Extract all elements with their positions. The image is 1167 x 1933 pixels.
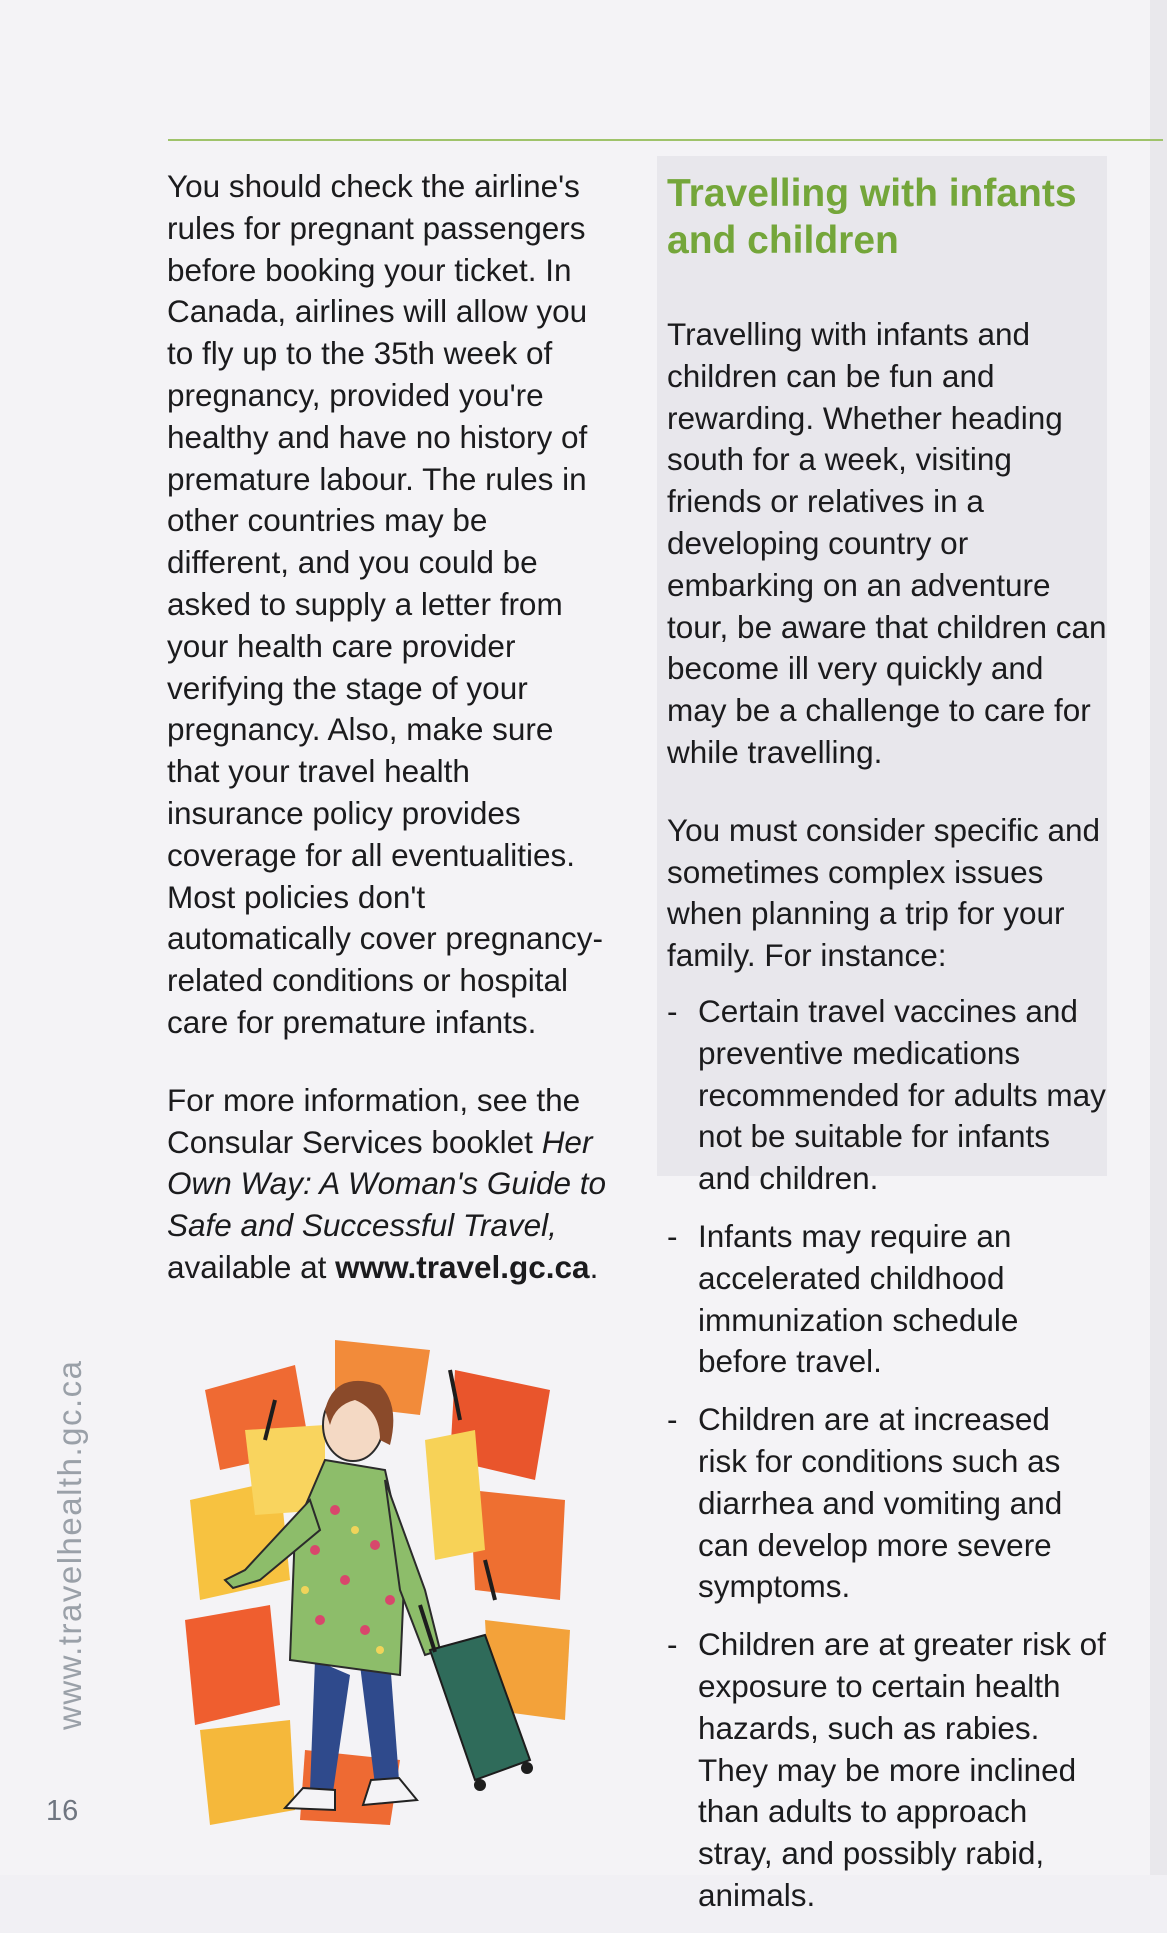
site-url: www.travelhealth.gc.ca <box>51 1359 88 1730</box>
bullet-dash: - <box>667 992 678 1029</box>
more-info-paragraph <box>167 1080 609 1289</box>
bullet-dash: - <box>667 1626 678 1663</box>
bullet-dash: - <box>667 1401 678 1438</box>
bullet-dash: - <box>667 1217 678 1254</box>
right-column <box>667 170 1107 1933</box>
list-item <box>667 1624 1107 1917</box>
list-item <box>667 991 1107 1200</box>
pregnancy-paragraph: You should check the airline's rules for pregnant passengers before booking your ticket. In Canada, airlines will allow you to fly up to the 35th week of pregnancy, provided you're healthy and have no history of premature labour. The rules in other countries may be different, and you could be asked to supply a letter from your health care provider verifying the stage of your pregnancy. Also, make sure that your travel health insurance policy provides coverage for all eventualities. Most policies don't automatically cover pregnancy-related conditions or hospital care for premature infants. <box>167 168 603 1040</box>
list-item-text: Children are at increased risk for conditions such as diarrhea and vomiting and can develop more severe symptoms. <box>698 1401 1063 1605</box>
list-item-text: Children are at greater risk of exposure to certain health hazards, such as rabies. They may be more inclined than adults to approach stray, and possibly rabid, animals. <box>698 1626 1106 1913</box>
more-info-intro: For more information, see the Consular Services booklet <box>167 1081 581 1160</box>
list-item <box>667 1399 1107 1608</box>
left-column <box>167 166 609 1289</box>
page-edge <box>1150 0 1167 1875</box>
considerations-list <box>667 991 1107 1917</box>
list-item-text: Infants may require an accelerated childhood immunization schedule before travel. <box>698 1217 1019 1380</box>
considerations-paragraph: You must consider specific and sometimes complex issues when planning a trip for your family. For instance: <box>667 811 1101 974</box>
more-info-end: . <box>589 1248 599 1285</box>
travel-gc-link[interactable]: www.travel.gc.ca <box>335 1248 590 1285</box>
booklet-title: Her Own Way: A Woman's Guide to Safe and Successful Travel, <box>167 1123 607 1244</box>
intro-paragraph: Travelling with infants and children can be fun and rewarding. Whether heading south for a week, visiting friends or relatives in a developing country or embarking on an adventure tour, be aware that children can become ill very quickly and may be a challenge to care for while travelling. <box>667 316 1107 770</box>
more-info-available: available at <box>167 1248 336 1285</box>
list-item <box>667 1216 1107 1383</box>
list-item-text: Certain travel vaccines and preventive medications recommended for adults may not be suitable for infants and children. <box>698 992 1106 1197</box>
pregnant-traveller-illustration <box>185 1330 575 1830</box>
top-rule <box>168 139 1163 141</box>
section-heading: Travelling with infants and children <box>667 172 1077 262</box>
page-number: 16 <box>46 1795 79 1827</box>
